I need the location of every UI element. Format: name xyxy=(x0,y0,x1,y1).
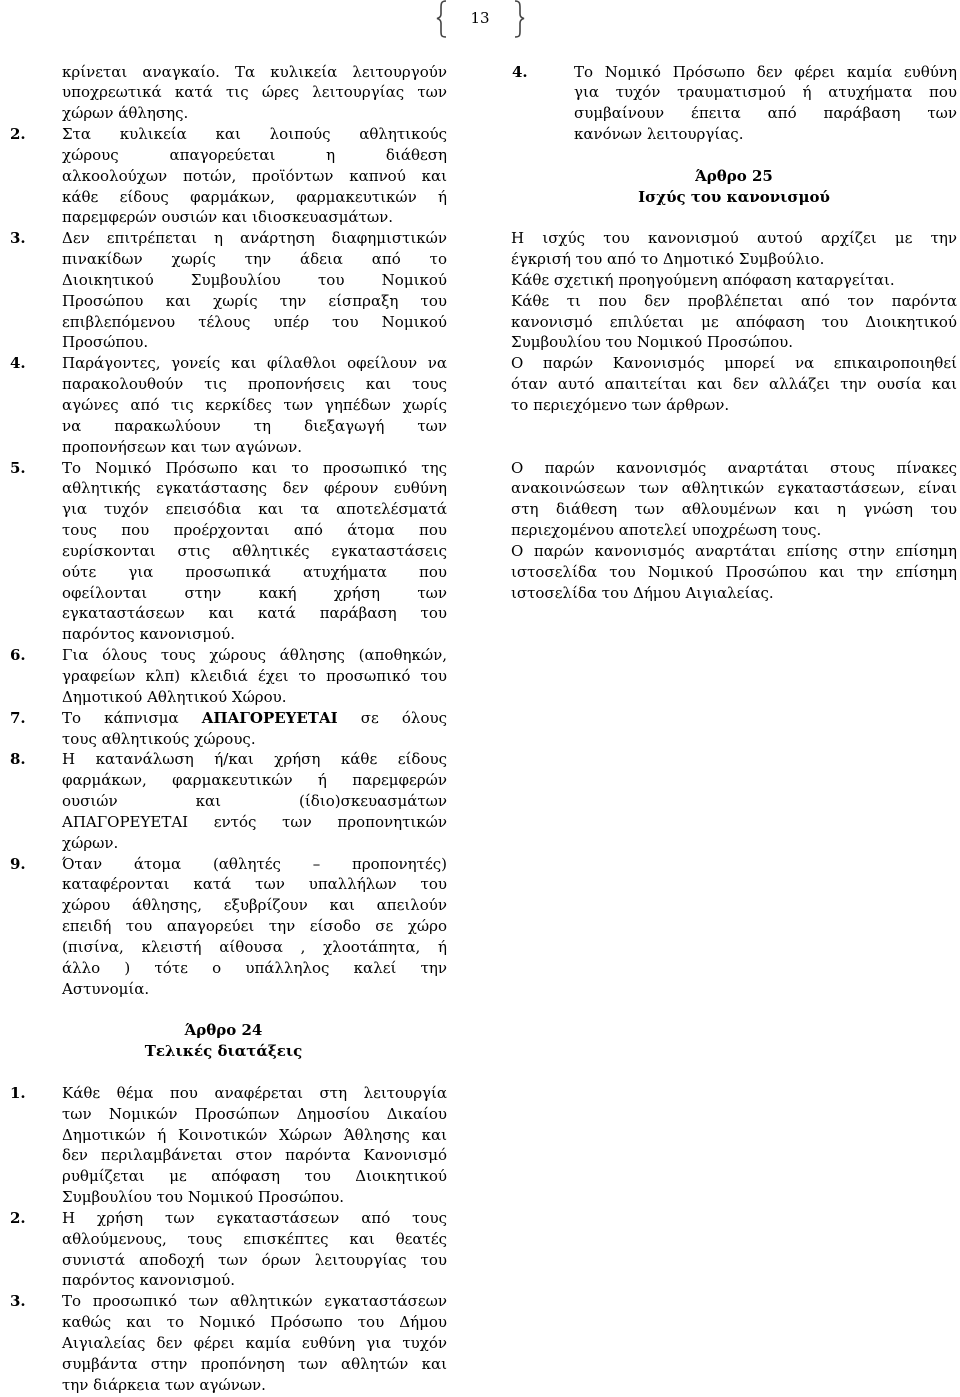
item-number: 4. xyxy=(10,354,26,373)
text-line: χώρους απαγορεύεται η διάθεση xyxy=(62,145,447,164)
text-line: Αστυνομία. xyxy=(62,979,150,998)
emphasized-text: ΑΠΑΓΟΡΕΥΕΤΑΙ xyxy=(201,708,338,727)
text-segment: Το κάπνισμα xyxy=(62,708,202,727)
text-line xyxy=(62,708,447,729)
rule-item-9 xyxy=(10,854,447,1000)
publication-paragraph-2 xyxy=(511,541,957,604)
spacer xyxy=(511,207,957,228)
text-line: Το προσωπικό των αθλητικών εγκαταστάσεων xyxy=(62,1292,447,1311)
article-24-subtitle: Τελικές διατάξεις xyxy=(144,1042,303,1061)
text-line: χώρων άθλησης. xyxy=(62,104,189,123)
rule-item-6 xyxy=(10,645,447,708)
text-line: να παρακωλύουν τη διεξαγωγή των xyxy=(62,416,447,435)
text-line: συμβαίνουν έπειτα από παράβαση των xyxy=(574,104,957,123)
text-line: Η κατανάλωση ή/και χρήση κάθε είδους xyxy=(62,750,447,769)
item-number: 4. xyxy=(512,62,528,81)
text-line: Το Νομικό Πρόσωπο και το προσωπικό της xyxy=(62,458,447,477)
text-line: τους που προέρχονται από άτομα που xyxy=(62,521,447,540)
text-line: παρακολουθούν τις προπονήσεις και τους xyxy=(62,375,447,394)
text-line: Αιγιαλείας δεν φέρει καμία ευθύνη για τυχόν xyxy=(62,1333,447,1352)
text-line: ουσιών και (ίδιο)σκευασμάτων xyxy=(62,792,447,811)
final-provision-item-2 xyxy=(10,1208,447,1291)
article-25-subtitle: Ισχύς του κανονισμού xyxy=(638,187,830,206)
validity-paragraph-1 xyxy=(511,228,957,270)
item-number: 2. xyxy=(10,125,26,144)
text-line: Το Νομικό Πρόσωπο δεν φέρει καμία ευθύνη xyxy=(574,62,957,81)
text-line: στη διάθεση των αθλουμένων και η γνώση του xyxy=(511,500,957,519)
text-line: Κάθε σχετική προηγούμενη απόφαση καταργείται. xyxy=(511,270,895,289)
item-number: 5. xyxy=(10,458,26,477)
item-number: 2. xyxy=(10,1208,26,1227)
text-line: υποχρεωτικά κατά τις ώρες λειτουργίας των xyxy=(62,83,447,102)
item-number: 9. xyxy=(10,854,26,873)
text-line: έγκρισή του από το Δημοτικό Συμβούλιο. xyxy=(511,250,825,269)
final-provision-item-1 xyxy=(10,1083,447,1208)
text-line: γραφείων κλπ) κλειδιά έχει το προσωπικό του xyxy=(62,666,447,685)
text-segment: σε όλους xyxy=(337,708,447,727)
text-line: Προσώπου. xyxy=(62,333,149,352)
text-line: ρυθμίζεται με απόφαση του Διοικητικού xyxy=(62,1167,447,1186)
spacer xyxy=(511,145,957,166)
rule-item-5 xyxy=(10,458,447,646)
spacer xyxy=(511,416,957,437)
text-line: την διάρκεια των αγώνων. xyxy=(62,1375,266,1394)
rule-item-4 xyxy=(512,62,957,145)
page-number-box xyxy=(432,0,528,40)
text-line: Δημοτικών ή Κοινοτικών Χώρων Άθλησης και xyxy=(62,1125,447,1144)
text-line: εγκαταστάσεων και κατά παράβαση του xyxy=(62,604,447,623)
item-number: 8. xyxy=(10,750,26,769)
text-line: το περιεχόμενο των άρθρων. xyxy=(511,396,730,414)
text-line: κανονισμό επιλύεται με απόφαση του Διοικητικού xyxy=(511,312,957,331)
text-line: αθλητικής εγκατάστασης δεν φέρουν ευθύνη xyxy=(62,479,447,498)
text-line: Ο παρών κανονισμός αναρτάται επίσης στην επίσημη xyxy=(511,541,957,560)
rule-item-2 xyxy=(10,124,447,228)
text-line: καθώς και το Νομικό Πρόσωπο του Δήμου xyxy=(62,1313,447,1332)
validity-paragraph-3 xyxy=(511,291,957,354)
validity-paragraph-2 xyxy=(511,270,957,291)
text-line: Η ισχύς του κανονισμού αυτού αρχίζει με την xyxy=(511,229,957,248)
article-25-heading xyxy=(511,166,957,208)
text-line: αγώνες από τις κερκίδες των γηπέδων χωρίς xyxy=(62,396,447,414)
rules-list xyxy=(10,124,447,999)
publication-paragraph-1 xyxy=(511,458,957,541)
text-line: Παράγοντες, γονείς και φίλαθλοι οφείλουν να xyxy=(62,354,447,373)
text-line: αθλούμενους, τους επισκέπτες και θεατές xyxy=(62,1229,447,1248)
text-line: για τυχόν τραυματισμού ή ατυχήματα που xyxy=(574,83,957,102)
text-line: κανόνων λειτουργίας. xyxy=(574,125,744,144)
item-number: 3. xyxy=(10,1292,26,1311)
validity-paragraphs xyxy=(511,228,957,416)
left-column xyxy=(10,62,447,1396)
continued-paragraph xyxy=(62,62,447,125)
item-number: 3. xyxy=(10,229,26,248)
text-line: χώρου άθλησης, εξυβρίζουν και απειλούν xyxy=(62,896,447,915)
rule-item-4 xyxy=(10,353,447,457)
article-24-heading xyxy=(0,1020,447,1062)
text-line: επειδή του απαγορεύει την είσοδο σε χώρο xyxy=(62,917,447,936)
page-number: 13 xyxy=(470,9,490,27)
rule-item-7 xyxy=(10,708,447,750)
text-line: αλκοολούχων ποτών, προϊόντων καπνού και xyxy=(62,166,447,185)
text-line: περιεχομένου αποτελεί υποχρέωση τους. xyxy=(511,521,822,540)
text-line: παρόντος κανονισμού. xyxy=(62,1271,236,1290)
text-line: Όταν άτομα (αθλητές – προπονητές) xyxy=(62,854,447,873)
text-line: Κάθε θέμα που αναφέρεται στη λειτουργία xyxy=(62,1083,447,1102)
text-line: όταν αυτό απαιτείται και δεν αλλάζει την ουσία και xyxy=(511,375,957,394)
rules-list-continued xyxy=(512,62,957,145)
text-line: δεν περιλαμβάνεται στον παρόντα Κανονισμό xyxy=(62,1146,447,1165)
text-line: παρεμφερών ουσιών και ιδιοσκευασμάτων. xyxy=(62,208,394,227)
text-line: ιστοσελίδα του Νομικού Προσώπου και την επίσημη xyxy=(511,562,957,581)
spacer xyxy=(62,999,447,1020)
text-line: ιστοσελίδα του Δήμου Αιγιαλείας. xyxy=(511,583,774,602)
text-line: κάθε είδους φαρμάκων, φαρμακευτικών ή xyxy=(62,187,447,206)
text-line: ανακοινώσεων των αθλητικών εγκαταστάσεων, είναι xyxy=(511,479,957,498)
spacer xyxy=(62,1062,447,1083)
text-line: φαρμάκων, φαρμακευτικών ή παρεμφερών xyxy=(62,771,447,790)
publication-paragraphs xyxy=(511,458,957,604)
text-line: Διοικητικού Συμβουλίου του Νομικού xyxy=(62,270,447,289)
text-line: παρόντος κανονισμού. xyxy=(62,625,236,644)
rule-item-8 xyxy=(10,749,447,853)
final-provisions-list xyxy=(10,1083,447,1396)
article-24-title: Άρθρο 24 xyxy=(184,1021,263,1040)
text-line: ευρίσκονται στις αθλητικές εγκαταστάσεις xyxy=(62,541,447,560)
text-line: Δεν επιτρέπεται η ανάρτηση διαφημιστικών xyxy=(62,229,447,248)
text-line: Για όλους τους χώρους άθλησης (αποθηκών, xyxy=(62,646,447,665)
item-number: 6. xyxy=(10,646,26,665)
text-line: Ο παρών Κανονισμός μπορεί να επικαιροποιηθεί xyxy=(511,354,957,373)
right-column xyxy=(511,62,957,604)
text-line: των Νομικών Προσώπων Δημοσίου Δικαίου xyxy=(62,1104,447,1123)
rule-item-3 xyxy=(10,228,447,353)
text-line: Ο παρών κανονισμός αναρτάται στους πίνακες xyxy=(511,458,957,477)
text-line: Η χρήση των εγκαταστάσεων από τους xyxy=(62,1208,447,1227)
item-number: 7. xyxy=(10,708,26,727)
text-line: άλλο ) τότε ο υπάλληλος καλεί την xyxy=(62,958,447,977)
spacer xyxy=(511,437,957,458)
text-line: Κάθε τι που δεν προβλέπεται από τον παρόντα xyxy=(511,291,957,310)
validity-paragraph-4 xyxy=(511,353,957,416)
article-25-title: Άρθρο 25 xyxy=(695,166,773,185)
text-line: (πισίνα, κλειστή αίθουσα , χλοοτάπητα, ή xyxy=(62,937,447,956)
text-line: προπονήσεων και των αγώνων. xyxy=(62,437,302,456)
item-number: 1. xyxy=(10,1083,26,1102)
continued-text xyxy=(62,62,447,125)
text-line: πινακίδων χωρίς την άδεια από το xyxy=(62,250,447,269)
text-line: Προσώπου και χωρίς την είσπραξη του xyxy=(62,291,447,310)
text-line: επιβλεπόμενου τέλους υπέρ του Νομικού xyxy=(62,312,447,331)
text-line: για τυχόν επεισόδια και τα αποτελέσματά xyxy=(62,500,447,519)
text-line: Στα κυλικεία και λοιπούς αθλητικούς xyxy=(62,125,447,144)
text-line: ΑΠΑΓΟΡΕΥΕΤΑΙ εντός των προπονητικών xyxy=(62,812,447,831)
text-line: συνιστά αποδοχή των όρων λειτουργίας του xyxy=(62,1250,447,1269)
text-line: Συμβουλίου του Νομικού Προσώπου. xyxy=(62,1188,345,1207)
text-line: οφείλονται στην κακή χρήση των xyxy=(62,583,447,602)
text-line: κρίνεται αναγκαίο. Τα κυλικεία λειτουργούν xyxy=(62,62,447,81)
text-line: συμβάντα στην προπόνηση των αθλητών και xyxy=(62,1354,447,1373)
text-line: καταφέρονται κατά των υπαλλήλων του xyxy=(62,875,447,894)
text-line: ούτε για προσωπικά ατυχήματα που xyxy=(62,562,447,581)
text-line: τους αθλητικούς χώρους. xyxy=(62,729,256,748)
text-line: Δημοτικού Αθλητικού Χώρου. xyxy=(62,687,287,706)
text-line: Συμβουλίου του Νομικού Προσώπου. xyxy=(511,333,794,352)
final-provision-item-3 xyxy=(10,1291,447,1395)
text-line: χώρων. xyxy=(62,833,119,852)
